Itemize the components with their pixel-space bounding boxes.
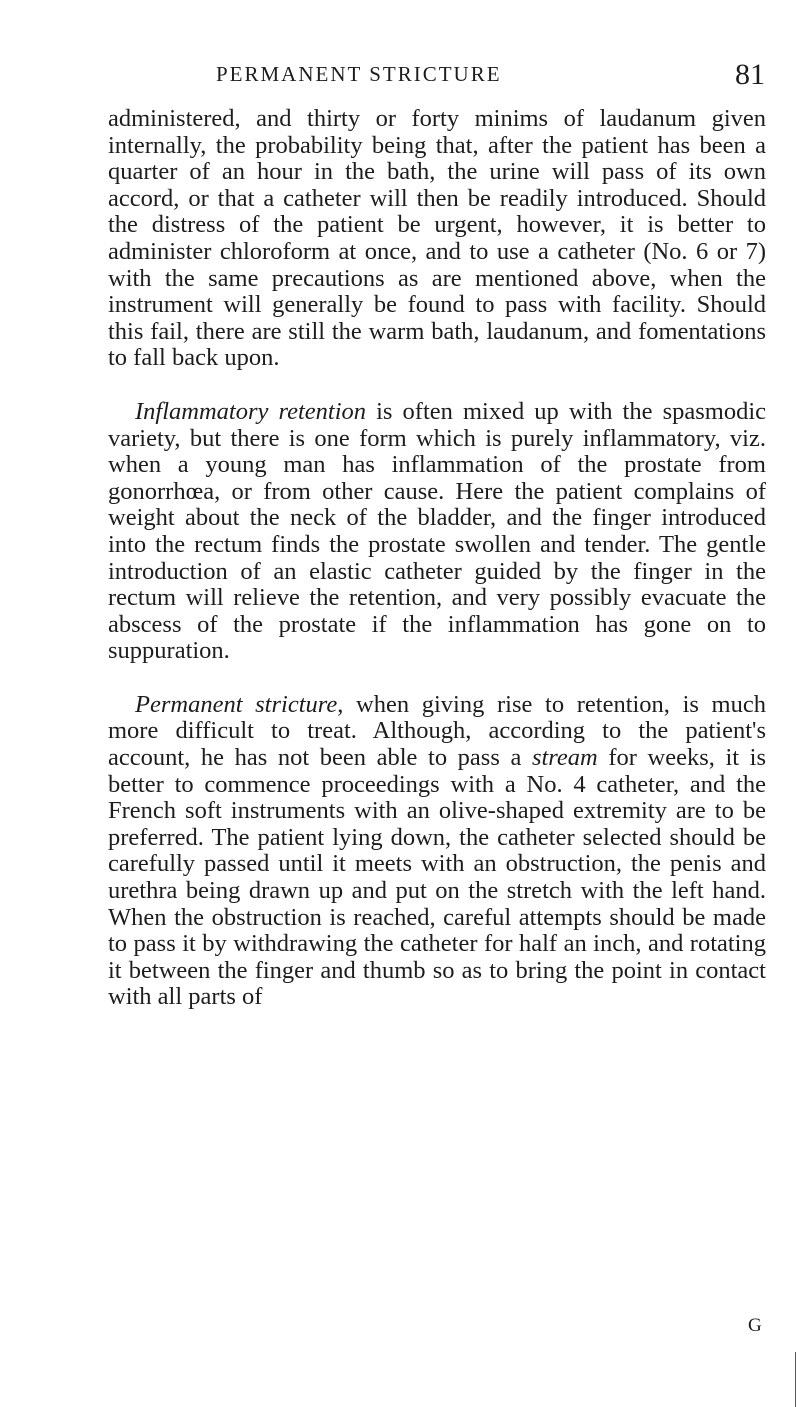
signature-mark: G	[748, 1315, 762, 1336]
page-header	[0, 58, 800, 98]
paragraph-continued	[108, 106, 766, 372]
paragraph-text: administered, and thirty or forty minims of laudanum given internally, the probability being that, after the patient has been a quarter of an hour in the bath, the urine will pass of its own accord, or that a catheter will then be readily introduced. Should the distress of the patient be urgent, however, it is better to administer chloroform at once, and to use a catheter (No. 6 or 7) with the same precautions as are mentioned above, when the instrument will generally be found to pass with facility. Should this fail, there are still the warm bath, laudanum, and fomentations to fall back upon.	[108, 105, 766, 372]
running-head: PERMANENT STRICTURE	[216, 62, 502, 86]
paragraph-inflammatory-retention	[108, 399, 766, 665]
paragraph-text: for weeks, it is better to commence proceedings with a No. 4 catheter, and the French soft instruments with an olive-shaped extremity are to be preferred. The patient lying down, the catheter selected should be carefully passed until it meets with an obstruction, the penis and urethra being drawn up and put on the stretch with the left hand. When the obstruction is reached, careful attempts should be made to pass it by withdrawing the catheter for half an inch, and rotating it between the finger and thumb so as to bring the point in contact with all parts of	[108, 744, 767, 1011]
paragraph-text: is often mixed up with the spasmodic variety, but there is one form which is purely inflammatory, viz. when a young man has inflammation of the prostate from gonorrhœa, or from other cause. Here the patient complains of weight about the neck of the bladder, and the finger introduced into the rectum finds the prostate swollen and tender. The gentle introduction of an elastic catheter guided by the finger in the rectum will relieve the retention, and very possibly evacuate the abscess of the prostate if the inflammation has gone on to suppuration.	[108, 397, 766, 665]
paragraph-permanent-stricture	[108, 692, 766, 1011]
emphasis-text: stream	[531, 744, 598, 772]
paragraph-lead: Inflammatory retention	[135, 397, 367, 425]
paragraph-lead: Permanent stricture	[135, 690, 338, 718]
body-text	[108, 106, 766, 1011]
page-edge-line	[795, 1352, 796, 1407]
paragraph-text: , when giving rise to retention, is much more difficult to treat. Although, according to the patient's account, he has not been able to pass a	[108, 690, 766, 772]
page-number: 81	[735, 58, 765, 91]
